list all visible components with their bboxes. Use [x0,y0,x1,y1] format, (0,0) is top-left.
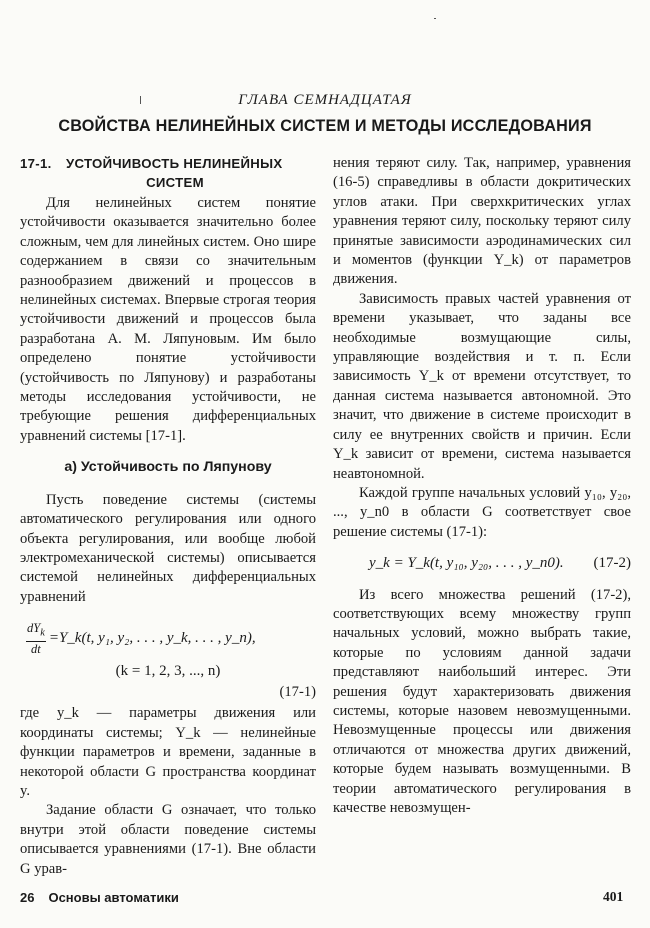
left-paragraph-2: Пусть поведение системы (системы автоматического регулирования или одного объекта регулирования, или вообще любой электромеханической системы) описывается системой нелинейных дифференциальных уравнений [20,491,316,605]
footer-left [20,890,179,905]
derivative-denominator: dt [31,641,41,656]
derivative-subscript: k [40,627,45,639]
derivative-fraction [26,621,46,656]
scan-speck [434,18,436,19]
equation-index-range: (k = 1, 2, 3, ..., n) [115,662,221,679]
right-paragraph-3: Каждой группе начальных условий y₁₀, y₂₀, ..., y_n0 в области G соответствует свое решение системы (17-1): [333,484,631,540]
right-paragraph-1: нения теряют силу. Так, например, уравнения (16-5) справедливы в области докритических углов атаки. При сверхкритических углах уравнения теряют силу, поскольку теряют силу принятые зависимости аэродинамических сил и моментов (функции Y_k) от параметров движения. [333,155,631,288]
equation-17-1 [26,621,316,656]
equation-rhs: =Y_k(t, y₁, y₂, . . . , y_k, . . . , y_n), [48,629,256,646]
equation-number-17-2: (17-2) [593,555,631,572]
left-paragraph-1: Для нелинейных систем понятие устойчивости оказывается значительно более сложным, чем для линейных систем. Оно шире содержанием в связи со значительным разнообразием движений и процессов в нелинейных системах. Впервые строгая теория устойчивости движений и процессов была разработана А. М. Ляпуновым. Им было определено понятие устойчивости (устойчивость по Ляпунову) и разработаны методы исследования устойчивости, не требующие решения дифференциальных уравнений системы [17-1]. [20,195,316,444]
equation-17-2-body: y_k = Y_k(t, y₁₀, y₂₀, . . . , y_n0). [369,555,564,572]
equation-17-2 [333,554,631,573]
chapter-label: ГЛАВА СЕМНАДЦАТАЯ [238,92,412,108]
derivative-numerator: dY [27,621,41,636]
book-title: Основы автоматики [48,890,179,905]
left-paragraph-3: где y_k — параметры движения или координаты системы; Y_k — нелинейные функции параметров и времени, заданные в некоторой области G пространства координат y. [20,705,316,800]
chapter-title: СВОЙСТВА НЕЛИНЕЙНЫХ СИСТЕМ И МЕТОДЫ ИССЛЕДОВАНИЯ [58,117,592,135]
right-paragraph-2: Зависимость правых частей уравнения от времени указывает, что заданы все необходимые возмущающие силы, управляющие воздействия и т. п. Если зависимость Y_k от времени отсутствует, то данная система называется автономной. Это значит, что движение в системе происходит в силу ее внутренних свойств и причин. Если Y_k зависит от времени, система называется неавтономной. [333,290,631,482]
right-page-number: 401 [603,889,624,904]
left-paragraph-4: Задание области G означает, что только внутри этой области поведение системы описывается уравнениями (17-1). Вне области G урав- [20,802,316,877]
section-title-line2: СИСТЕМ [146,175,204,190]
section-title-line1: УСТОЙЧИВОСТЬ НЕЛИНЕЙНЫХ [66,156,283,171]
equation-number-17-1: (17-1) [279,684,316,701]
left-column [20,154,316,879]
right-paragraph-4: Из всего множества решений (17-2), соответствующих всему множеству групп начальных условий, можно выбрать такие, которые по условиям данной задачи представляют наибольший интерес. Эти решения будут характеризовать движения системы, которые назовем невозмущенными. Невозмущенные процессы или движения отличаются от множества других движений, которые будем называть возмущенными. В теории автоматического регулирования в качестве невозмущен- [333,586,631,816]
scan-speck [140,96,141,104]
left-page-number: 26 [20,890,35,905]
section-heading [20,154,316,192]
subsection-heading: а) Устойчивость по Ляпунову [64,459,272,476]
section-number: 17-1. [20,156,52,171]
right-column [333,154,631,818]
